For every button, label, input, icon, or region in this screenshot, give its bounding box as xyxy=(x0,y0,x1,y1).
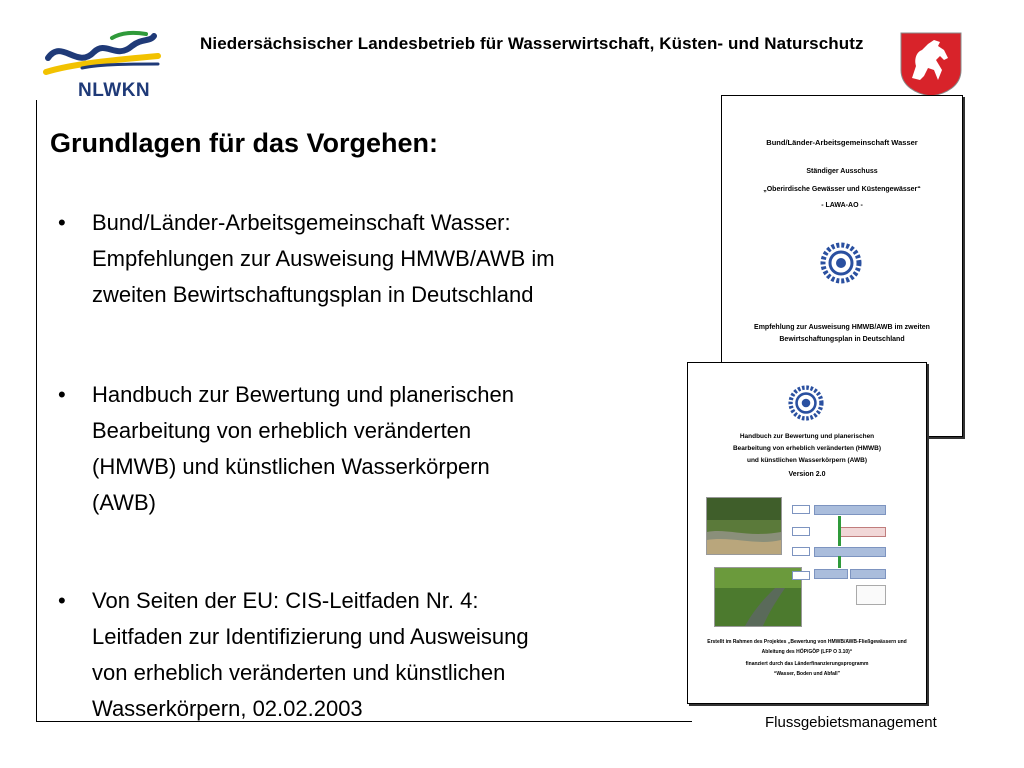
flow-arrow xyxy=(838,516,841,546)
handbook-document-thumbnail xyxy=(687,362,927,704)
flow-step-label xyxy=(792,505,810,514)
flow-step-label xyxy=(792,571,810,580)
footer-label: Flussgebietsmanagement xyxy=(765,714,937,731)
flow-step xyxy=(838,527,886,537)
flow-arrow xyxy=(838,556,841,568)
handbook-footer-line: Ableitung des HÖP/GÖP (LFP O 3.10)“ xyxy=(761,649,853,655)
handbook-footer-line: finanziert durch das Länderfinanzierungsprogramm xyxy=(745,661,869,667)
handbook-footer-line: “Wasser, Boden und Abfall” xyxy=(773,671,841,677)
handbook-title-line: und künstlichen Wasserkörpern (AWB) xyxy=(746,457,868,464)
lawa-committee: Ständiger Ausschuss xyxy=(806,168,878,175)
flow-step xyxy=(814,569,848,579)
river-photo xyxy=(706,497,782,555)
bullet-item xyxy=(58,205,698,313)
flow-note xyxy=(856,585,886,605)
lawa-committee-name: „Oberirdische Gewässer und Küstengewässer“ xyxy=(763,186,921,193)
horse-crest-icon xyxy=(898,30,964,98)
flow-step-label xyxy=(792,527,810,536)
flow-step xyxy=(850,569,886,579)
logo-text: NLWKN xyxy=(78,80,151,101)
organization-title: Niedersächsischer Landesbetrieb für Wasserwirtschaft, Küsten- und Naturschutz xyxy=(200,34,864,53)
lawa-subject-line: Bewirtschaftungsplan in Deutschland xyxy=(779,336,905,343)
flow-step-label xyxy=(792,547,810,556)
lawa-abbreviation: - LAWA-AO - xyxy=(821,202,863,209)
handbook-title-line: Handbuch zur Bewertung und planerischen xyxy=(739,433,875,440)
handbook-emblem-icon xyxy=(788,385,824,421)
bullet-text: Bund/Länder-Arbeitsgemeinschaft Wasser: Empfehlungen zur Ausweisung HMWB/AWB im zweiten Bewirtschaftungsplan in Deutschland xyxy=(92,210,555,307)
bullet-item xyxy=(58,377,698,521)
bullet-marker: • xyxy=(58,210,66,235)
frame-left-line xyxy=(36,100,37,722)
bullet-text: Handbuch zur Bewertung und planerischen Bearbeitung von erheblich veränderten (HMWB) und künstlichen Wasserkörpern (AWB) xyxy=(92,382,514,515)
flow-step xyxy=(814,547,886,557)
lawa-subject-line: Empfehlung zur Ausweisung HMWB/AWB im zweiten xyxy=(754,324,930,331)
bullet-marker: • xyxy=(58,382,66,407)
handbook-version: Version 2.0 xyxy=(788,471,826,478)
stream-photo xyxy=(714,567,802,627)
bullet-marker: • xyxy=(58,588,66,613)
lawa-emblem-icon xyxy=(820,242,862,284)
flow-step xyxy=(814,505,886,515)
handbook-title-line: Bearbeitung von erheblich veränderten (HMWB) xyxy=(732,445,882,452)
slide-title: Grundlagen für das Vorgehen: xyxy=(50,128,439,158)
handbook-footer-line: Erstellt im Rahmen des Projektes „Bewertung von HMWB/AWB-Fließgewässern und xyxy=(707,639,907,645)
bullet-text: Von Seiten der EU: CIS-Leitfaden Nr. 4: Leitfaden zur Identifizierung und Ausweisung von erheblich veränderten und künstlichen Wasserkörpern, 02.02.2003 xyxy=(92,588,529,721)
lawa-title: Bund/Länder-Arbeitsgemeinschaft Wasser xyxy=(766,138,918,147)
bullet-item xyxy=(58,583,698,727)
